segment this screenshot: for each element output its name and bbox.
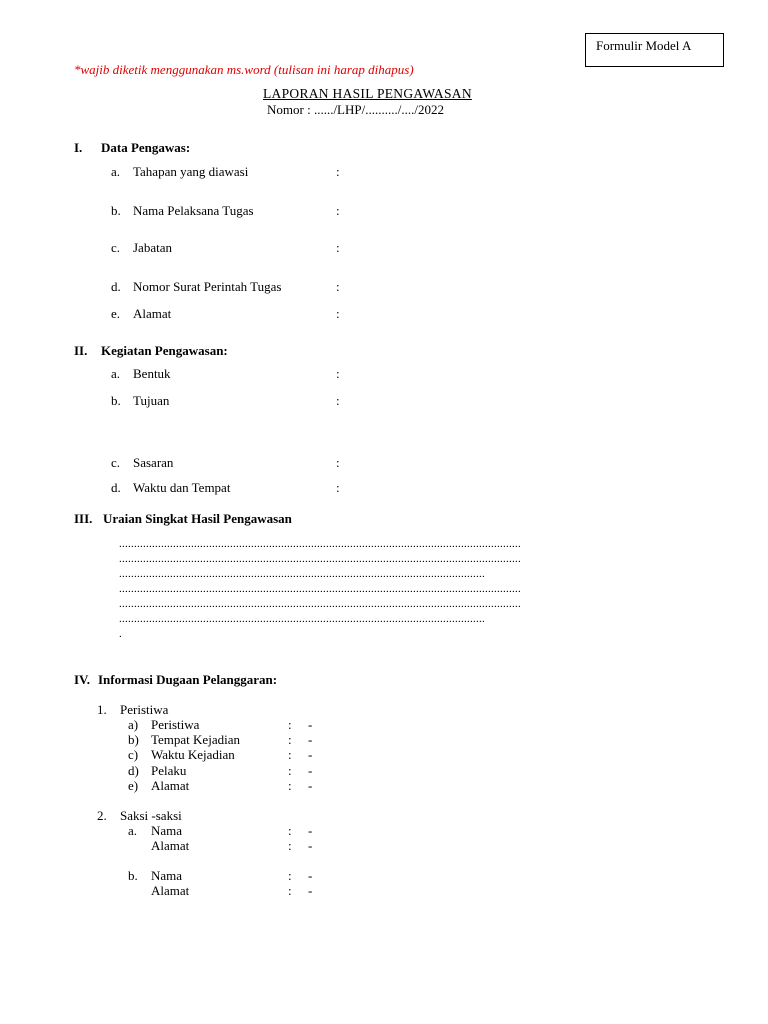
incident-c-label: Waktu Kejadian — [151, 747, 235, 762]
sub-1-number: 1. — [97, 702, 107, 717]
witness-b-address-value: - — [308, 883, 313, 898]
s1-item-c-label: Jabatan — [133, 240, 172, 255]
s2-item-c-letter: c. — [111, 455, 121, 470]
description-line: ...................................................................................................................................... — [119, 553, 521, 565]
section-4-heading: Informasi Dugaan Pelanggaran: — [98, 672, 278, 687]
incident-e-label: Alamat — [151, 778, 190, 793]
witness-b-name-colon: : — [288, 868, 292, 883]
incident-b-letter: b) — [128, 732, 139, 747]
witness-a-address-label: Alamat — [151, 838, 190, 853]
description-line: ...................................................................................................................................... — [119, 583, 521, 595]
s2-item-a-letter: a. — [111, 366, 121, 381]
s2-item-d-colon: : — [336, 480, 340, 495]
incident-d-label: Pelaku — [151, 763, 187, 778]
witness-b-address-label: Alamat — [151, 883, 190, 898]
witness-a-name-colon: : — [288, 823, 292, 838]
s2-item-a-colon: : — [336, 366, 340, 381]
incident-e-letter: e) — [128, 778, 139, 793]
s2-item-a-label: Bentuk — [133, 366, 171, 381]
deletion-note: *wajib diketik menggunakan ms.word (tulisan ini harap dihapus) — [74, 62, 414, 77]
incident-d-colon: : — [288, 763, 292, 778]
s2-item-b-letter: b. — [111, 393, 121, 408]
section-3-heading: Uraian Singkat Hasil Pengawasan — [103, 511, 292, 526]
incident-a-label: Peristiwa — [151, 717, 200, 732]
s1-item-d-colon: : — [336, 279, 340, 294]
s1-item-c-letter: c. — [111, 240, 121, 255]
s1-item-b-letter: b. — [111, 203, 121, 218]
s2-item-c-colon: : — [336, 455, 340, 470]
incident-b-label: Tempat Kejadian — [151, 732, 240, 747]
s1-item-b-colon: : — [336, 203, 340, 218]
s1-item-c-colon: : — [336, 240, 340, 255]
description-line: .......................................................................................................................... — [119, 568, 485, 580]
report-title: LAPORAN HASIL PENGAWASAN — [263, 86, 472, 101]
report-number: Nomor : ....../LHP/........../..../2022 — [267, 102, 444, 117]
description-line: . — [119, 628, 122, 640]
incident-e-colon: : — [288, 778, 292, 793]
witness-a-letter: a. — [128, 823, 138, 838]
section-1-heading: Data Pengawas: — [101, 140, 191, 155]
s1-item-e-label: Alamat — [133, 306, 172, 321]
s1-item-d-letter: d. — [111, 279, 121, 294]
incident-e-value: - — [308, 778, 313, 793]
witness-b-letter: b. — [128, 868, 138, 883]
sub-2-number: 2. — [97, 808, 107, 823]
incident-a-value: - — [308, 717, 313, 732]
incident-a-letter: a) — [128, 717, 139, 732]
s2-item-c-label: Sasaran — [133, 455, 174, 470]
witness-a-address-value: - — [308, 838, 313, 853]
incident-c-colon: : — [288, 747, 292, 762]
witness-b-name-value: - — [308, 868, 313, 883]
description-line: .......................................................................................................................... — [119, 613, 485, 625]
description-line: ...................................................................................................................................... — [119, 598, 521, 610]
witness-b-address-colon: : — [288, 883, 292, 898]
s1-item-a-label: Tahapan yang diawasi — [133, 164, 249, 179]
section-3-number: III. — [74, 511, 93, 526]
s2-item-b-colon: : — [336, 393, 340, 408]
s2-item-d-label: Waktu dan Tempat — [133, 480, 231, 495]
incident-a-colon: : — [288, 717, 292, 732]
s1-item-a-colon: : — [336, 164, 340, 179]
form-model-box — [585, 33, 724, 67]
section-2-heading: Kegiatan Pengawasan: — [101, 343, 228, 358]
s1-item-e-colon: : — [336, 306, 340, 321]
sub-2-label: Saksi -saksi — [120, 808, 182, 823]
form-model-label: Formulir Model A — [596, 38, 692, 53]
section-1-number: I. — [74, 140, 83, 155]
incident-d-letter: d) — [128, 763, 139, 778]
incident-d-value: - — [308, 763, 313, 778]
section-4-number: IV. — [74, 672, 91, 687]
description-line: ...................................................................................................................................... — [119, 538, 521, 550]
witness-a-address-colon: : — [288, 838, 292, 853]
s1-item-a-letter: a. — [111, 164, 121, 179]
witness-b-name-label: Nama — [151, 868, 183, 883]
incident-c-value: - — [308, 747, 313, 762]
witness-a-name-value: - — [308, 823, 313, 838]
sub-1-label: Peristiwa — [120, 702, 169, 717]
s2-item-b-label: Tujuan — [133, 393, 170, 408]
s1-item-e-letter: e. — [111, 306, 121, 321]
s1-item-d-label: Nomor Surat Perintah Tugas — [133, 279, 282, 294]
s1-item-b-label: Nama Pelaksana Tugas — [133, 203, 254, 218]
incident-b-colon: : — [288, 732, 292, 747]
s2-item-d-letter: d. — [111, 480, 121, 495]
incident-b-value: - — [308, 732, 313, 747]
witness-a-name-label: Nama — [151, 823, 183, 838]
section-2-number: II. — [74, 343, 88, 358]
incident-c-letter: c) — [128, 747, 139, 762]
